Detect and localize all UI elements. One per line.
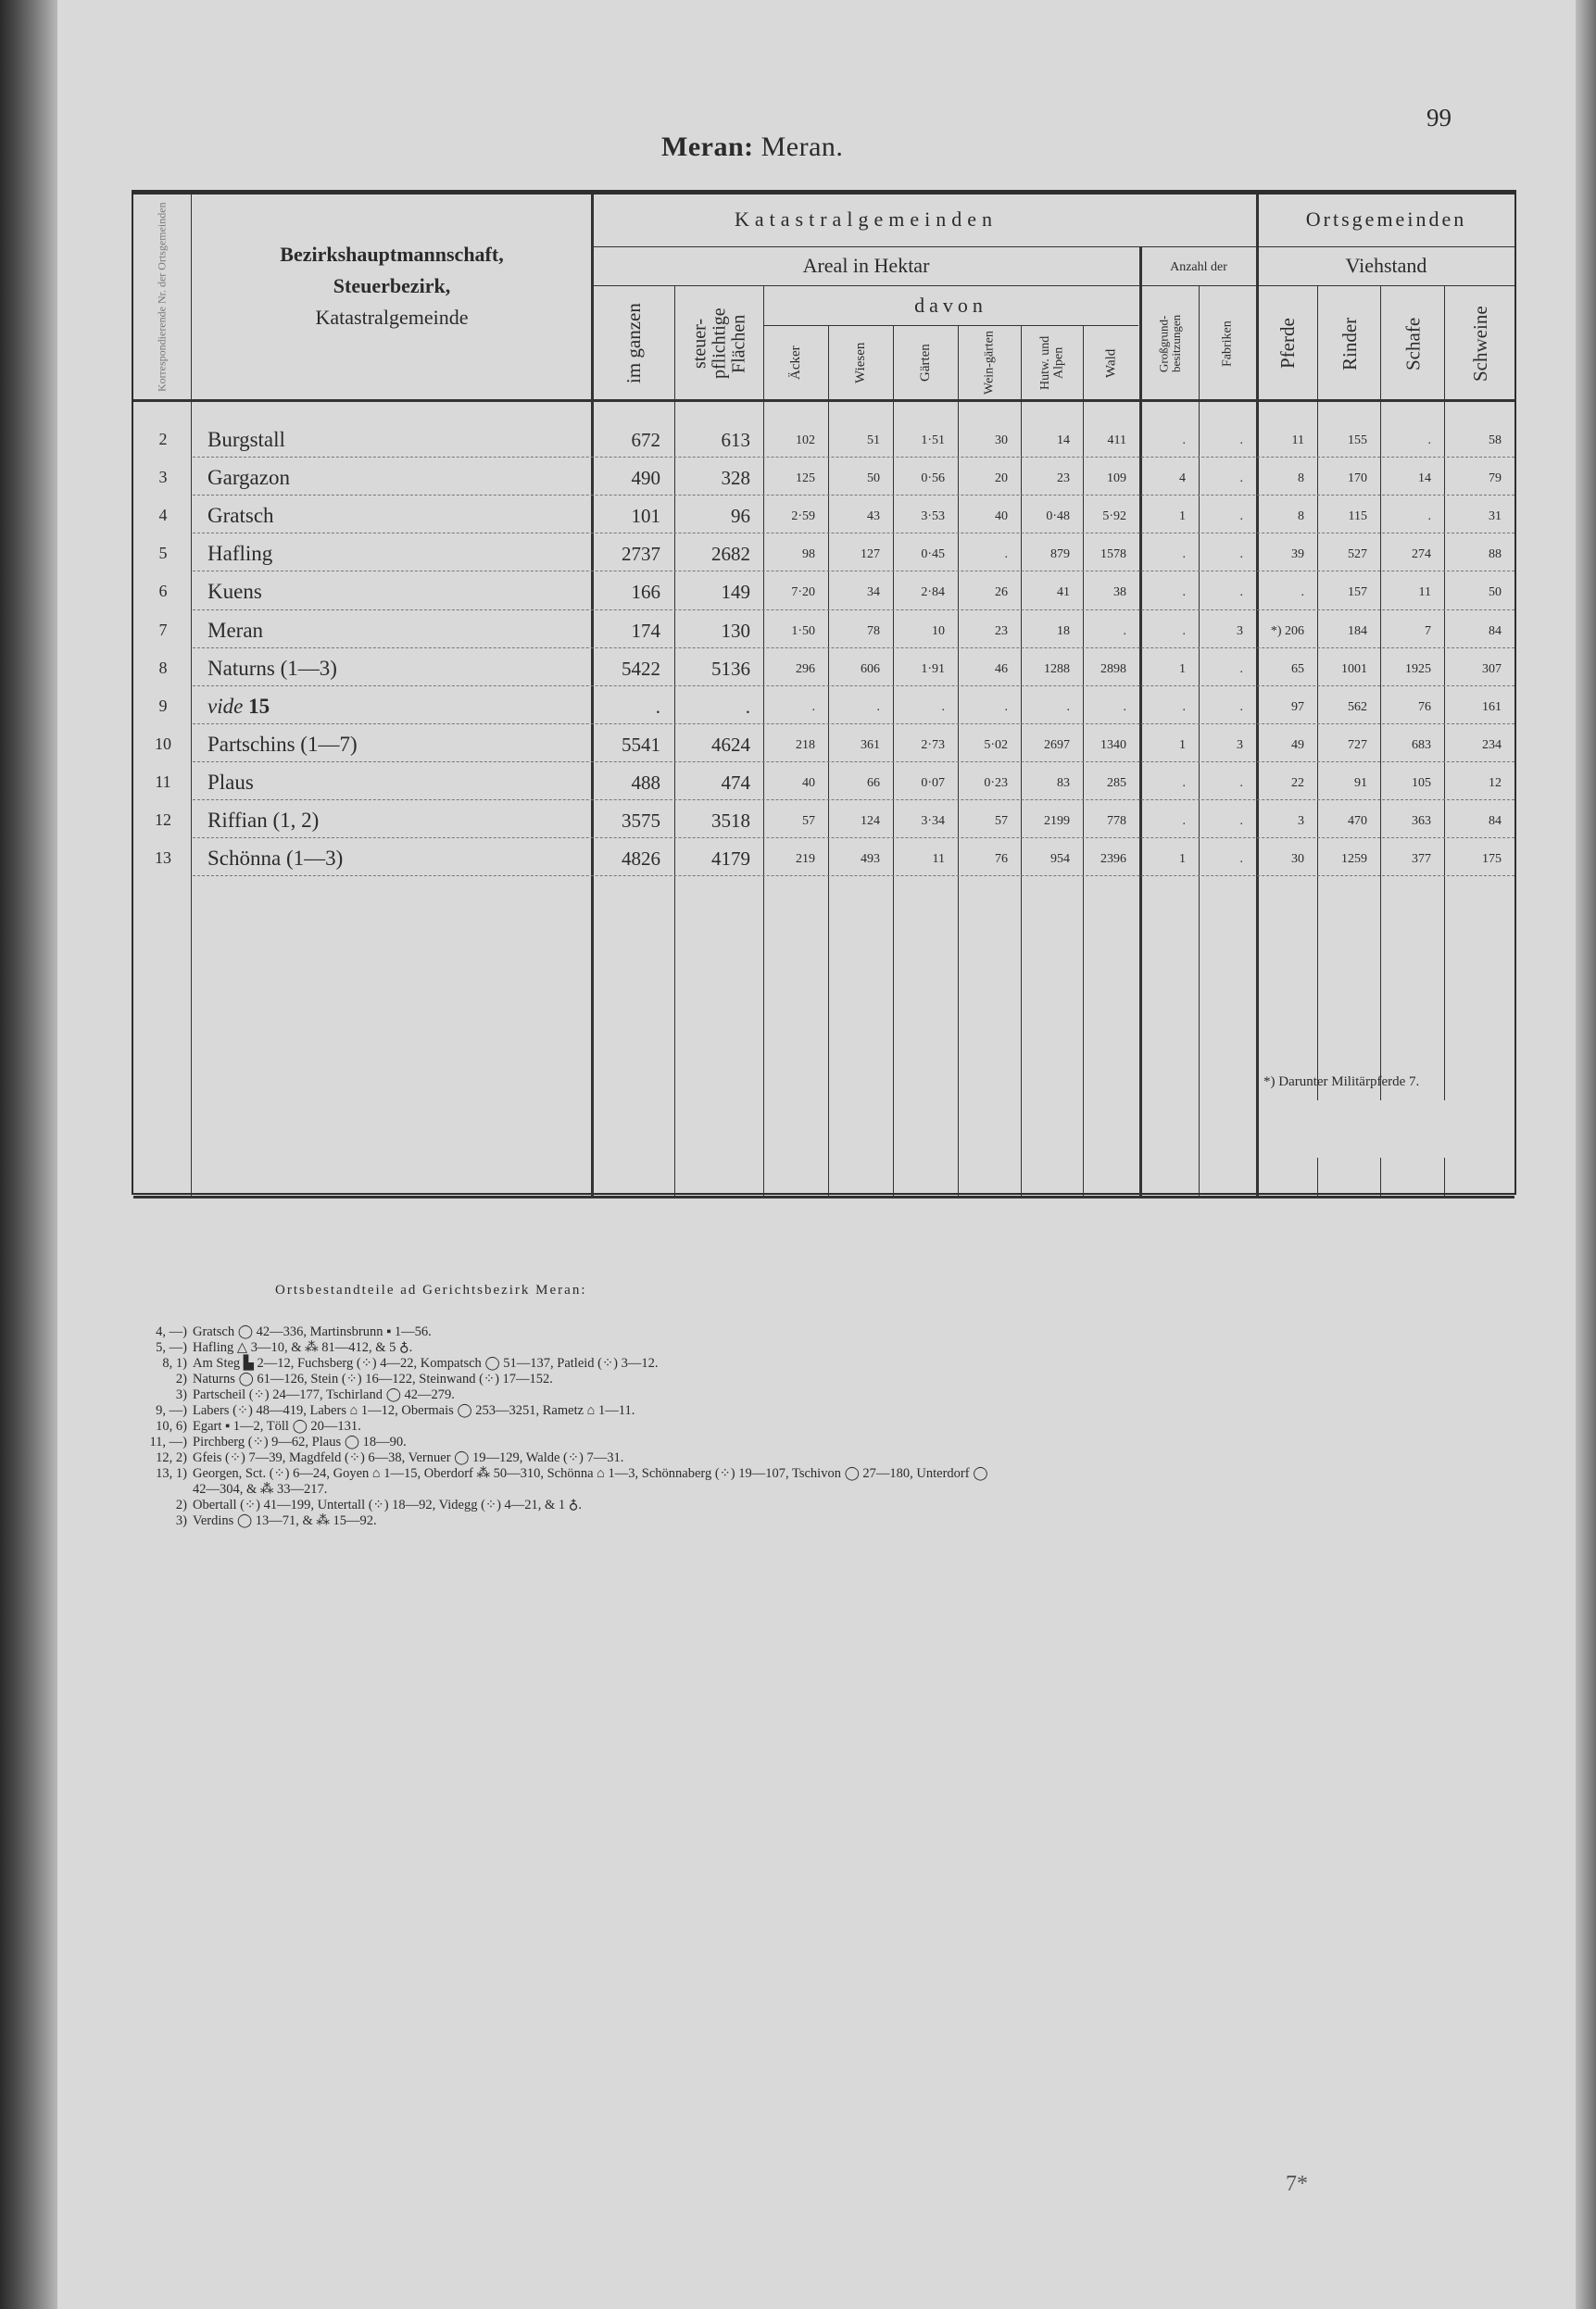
cell-gaerten: .	[941, 699, 945, 714]
header-im-ganzen: im ganzen	[622, 303, 645, 384]
appendix-line-text: Obertall (⁘) 41—199, Untertall (⁘) 18—92, Videgg (⁘) 4—21, & 1 ♁.	[193, 1498, 583, 1512]
cell-hutw: 2697	[1044, 737, 1070, 752]
cell-hutw: 41	[1057, 585, 1070, 600]
book-binding-left	[0, 0, 57, 2309]
cell-pferde: 3	[1298, 814, 1304, 828]
cell-rinder: 170	[1348, 471, 1367, 486]
cell-steuer: 130	[721, 619, 750, 642]
cell-pferde: .	[1301, 585, 1304, 600]
col-line	[1380, 285, 1381, 1100]
cell-rinder: 1001	[1341, 661, 1367, 676]
cell-pferde: 39	[1291, 547, 1304, 562]
cell-wiesen: 50	[867, 471, 880, 486]
cell-steuer: 613	[721, 429, 750, 451]
cell-wein: 40	[995, 509, 1008, 524]
cell-schafe: 11	[1418, 585, 1431, 600]
row-number: 7	[158, 620, 168, 639]
cell-schafe: 1925	[1405, 661, 1431, 676]
header-katastral: Katastralgemeinden	[735, 207, 998, 231]
cell-gaerten: 0·07	[921, 775, 945, 790]
appendix-line	[145, 1466, 1498, 1482]
row-name-ref: 15	[248, 694, 270, 718]
cell-schafe: 377	[1412, 852, 1431, 867]
header-korr: Korrespondierende Nr. der Ortsgemeinden	[155, 202, 169, 393]
row-separator	[193, 609, 1514, 610]
col-line	[1380, 1158, 1381, 1196]
cell-steuer: .	[745, 695, 750, 718]
cell-acker: 57	[802, 814, 815, 828]
appendix-line-text: Georgen, Sct. (⁘) 6—24, Goyen ⌂ 1—15, Oberdorf ⁂ 50—310, Schönna ⌂ 1—3, Schönnaberg (⁘) 19—107, Tschivon ◯ 27—180, Unterdorf ◯	[193, 1466, 988, 1481]
cell-steuer: 96	[731, 505, 750, 528]
header-bezirk-2: Steuerbezirk,	[333, 274, 451, 297]
cell-gaerten: 3·34	[921, 814, 945, 828]
appendix-line	[145, 1435, 1498, 1450]
cell-schweine: 79	[1489, 471, 1502, 486]
row-number: 10	[155, 734, 171, 753]
cell-wald: 1340	[1100, 737, 1126, 752]
cell-rinder: 527	[1348, 547, 1367, 562]
cell-hutw: .	[1066, 699, 1070, 714]
cell-schweine: 307	[1482, 661, 1502, 676]
cell-wald: .	[1123, 623, 1126, 638]
row-name	[207, 695, 270, 719]
cell-hutw: 1288	[1044, 661, 1070, 676]
cell-gross: 1	[1179, 737, 1186, 752]
cell-schafe: 7	[1425, 623, 1431, 638]
book-binding-right	[1576, 0, 1596, 2309]
header-schweine: Schweine	[1468, 306, 1491, 382]
row-separator	[193, 723, 1514, 724]
cell-wald: .	[1123, 699, 1126, 714]
cell-ganzen: 101	[631, 505, 660, 528]
cell-wein: 0·23	[984, 775, 1008, 790]
cell-acker: 219	[796, 852, 815, 867]
col-line	[1317, 1158, 1318, 1196]
cell-ganzen: 174	[631, 619, 660, 642]
appendix-title: Ortsbestandteile ad Gerichtsbezirk Meran:	[275, 1283, 587, 1298]
cell-rinder: 562	[1348, 699, 1367, 714]
cell-schafe: 14	[1418, 471, 1431, 486]
header-viehstand: Viehstand	[1345, 254, 1427, 277]
cell-steuer: 4179	[711, 847, 750, 871]
cell-gross: .	[1182, 585, 1186, 600]
cell-wein: 26	[995, 585, 1008, 600]
cell-rinder: 155	[1348, 433, 1367, 447]
cell-rinder: 184	[1348, 623, 1367, 638]
cell-gross: .	[1182, 433, 1186, 447]
cell-gross: .	[1182, 699, 1186, 714]
cell-wiesen: 361	[861, 737, 880, 752]
cell-pferde: 97	[1291, 699, 1304, 714]
cell-wiesen: 66	[867, 775, 880, 790]
appendix-line-text: Egart ▪ 1—2, Töll ◯ 20—131.	[193, 1419, 361, 1434]
header-line	[593, 246, 1514, 247]
cell-wald: 1578	[1100, 547, 1126, 562]
cell-schweine: 84	[1489, 623, 1502, 638]
cell-gross: .	[1182, 775, 1186, 790]
cell-gross: 1	[1179, 509, 1186, 524]
appendix-line-number: 8, 1)	[162, 1356, 187, 1371]
cell-pferde: 8	[1298, 471, 1304, 486]
cell-wiesen: 493	[861, 852, 880, 867]
cell-wiesen: 51	[867, 433, 880, 447]
cell-fabr: 3	[1237, 623, 1243, 638]
appendix-line-text: Hafling △ 3—10, & ⁂ 81—412, & 5 ♁.	[193, 1340, 413, 1355]
cell-acker: 125	[796, 471, 815, 486]
cell-ganzen: 5541	[622, 733, 660, 756]
cell-fabr: .	[1239, 661, 1243, 676]
cell-fabr: .	[1239, 433, 1243, 447]
cell-ganzen: .	[655, 695, 660, 718]
row-number: 9	[158, 696, 168, 715]
cell-gaerten: 10	[932, 623, 945, 638]
cell-ganzen: 672	[631, 429, 660, 451]
cell-rinder: 115	[1348, 509, 1367, 524]
cell-pferde: 22	[1291, 775, 1304, 790]
cell-ganzen: 4826	[622, 847, 660, 871]
row-number: 3	[158, 468, 168, 487]
cell-schweine: 84	[1489, 814, 1502, 828]
row-number: 4	[158, 506, 168, 525]
cell-gaerten: 0·45	[921, 547, 945, 562]
cell-pferde: 8	[1298, 509, 1304, 524]
cell-wald: 38	[1113, 585, 1126, 600]
cell-hutw: 0·48	[1046, 509, 1070, 524]
cell-rinder: 727	[1348, 737, 1367, 752]
appendix-line-text: Labers (⁘) 48—419, Labers ⌂ 1—12, Obermais ◯ 253—3251, Rametz ⌂ 1—11.	[193, 1403, 635, 1418]
row-name: Hafling	[207, 542, 273, 566]
cell-fabr: .	[1239, 471, 1243, 486]
row-separator	[193, 837, 1514, 838]
cell-wald: 778	[1107, 814, 1126, 828]
cell-schafe: .	[1427, 433, 1431, 447]
row-name-vide: vide	[207, 694, 249, 718]
cell-steuer: 5136	[711, 657, 750, 680]
cell-pferde: 49	[1291, 737, 1304, 752]
cell-rinder: 470	[1348, 814, 1367, 828]
cell-steuer: 4624	[711, 733, 750, 756]
cell-fabr: .	[1239, 547, 1243, 562]
cell-wiesen: 124	[861, 814, 880, 828]
cell-schafe: 274	[1412, 547, 1431, 562]
cell-wiesen: 606	[861, 661, 880, 676]
cell-rinder: 91	[1354, 775, 1367, 790]
appendix-line-text: 42—304, & ⁂ 33—217.	[193, 1482, 328, 1497]
cell-hutw: 879	[1050, 547, 1070, 562]
cell-schweine: 175	[1482, 852, 1502, 867]
cell-ganzen: 3575	[622, 809, 660, 832]
row-name: Partschins (1—7)	[207, 732, 358, 756]
header-weingaerten: Wein-gärten	[982, 331, 997, 395]
row-separator	[193, 495, 1514, 496]
cell-gaerten: 3·53	[921, 509, 945, 524]
page-title-bold: Meran:	[661, 132, 754, 162]
cell-gross: 1	[1179, 852, 1186, 867]
cell-schweine: 88	[1489, 547, 1502, 562]
appendix-line-number: 3)	[175, 1513, 187, 1528]
cell-wald: 411	[1107, 433, 1126, 447]
cell-gross: .	[1182, 547, 1186, 562]
cell-gaerten: 2·84	[921, 585, 945, 600]
cell-acker: 40	[802, 775, 815, 790]
cell-hutw: 14	[1057, 433, 1070, 447]
cell-hutw: 23	[1057, 471, 1070, 486]
row-name: Gargazon	[207, 466, 290, 490]
cell-ganzen: 5422	[622, 657, 660, 680]
appendix-line	[145, 1419, 1498, 1435]
cell-ganzen: 488	[631, 771, 660, 794]
header-bottom-line	[133, 399, 1514, 402]
row-number: 2	[158, 430, 168, 448]
appendix-line-text: Partscheil (⁘) 24—177, Tschirland ◯ 42—279.	[193, 1387, 455, 1402]
cell-wein: 20	[995, 471, 1008, 486]
row-name: Burgstall	[207, 428, 285, 451]
cell-gross: .	[1182, 814, 1186, 828]
appendix-line	[145, 1513, 1498, 1529]
header-ortsgemeinden: Ortsgemeinden	[1305, 207, 1467, 231]
header-rinder: Rinder	[1338, 317, 1361, 370]
header-anzahl: Anzahl der	[1170, 260, 1227, 274]
cell-gaerten: 1·51	[921, 433, 945, 447]
cell-hutw: 18	[1057, 623, 1070, 638]
header-line	[593, 285, 1514, 286]
cell-wein: 23	[995, 623, 1008, 638]
cell-pferde: 65	[1291, 661, 1304, 676]
appendix-line	[145, 1482, 1498, 1498]
appendix-line-text: Verdins ◯ 13—71, & ⁂ 15—92.	[193, 1513, 377, 1528]
appendix-line-number: 13, 1)	[156, 1466, 187, 1481]
page-title-regular: Meran.	[760, 132, 844, 162]
appendix-list	[145, 1324, 1498, 1529]
row-number: 13	[155, 848, 171, 868]
cell-gross: .	[1182, 623, 1186, 638]
cell-fabr: .	[1239, 509, 1243, 524]
appendix-line-text: Gfeis (⁘) 7—39, Magdfeld (⁘) 6—38, Vernuer ◯ 19—129, Walde (⁘) 7—31.	[193, 1450, 624, 1465]
appendix-line-number: 10, 6)	[156, 1419, 187, 1434]
cell-schweine: 58	[1489, 433, 1502, 447]
page-number: 99	[1426, 104, 1451, 132]
cell-fabr: .	[1239, 775, 1243, 790]
cell-schweine: 12	[1489, 775, 1502, 790]
cell-steuer: 3518	[711, 809, 750, 832]
cell-steuer: 474	[721, 771, 750, 794]
cell-steuer: 328	[721, 467, 750, 490]
cell-ganzen: 490	[631, 467, 660, 490]
header-davon: davon	[914, 294, 987, 317]
cell-wiesen: 78	[867, 623, 880, 638]
row-separator	[193, 647, 1514, 648]
appendix-line-text: Pirchberg (⁘) 9—62, Plaus ◯ 18—90.	[193, 1435, 407, 1449]
appendix-line	[145, 1387, 1498, 1403]
cell-schweine: 50	[1489, 585, 1502, 600]
header-grossgrund: Großgrund-besitzungen	[1156, 314, 1183, 373]
cell-fabr: 3	[1237, 737, 1243, 752]
appendix-line-text: Gratsch ◯ 42—336, Martinsbrunn ▪ 1—56.	[193, 1324, 432, 1339]
header-fabriken: Fabriken	[1220, 320, 1235, 367]
row-name: Naturns (1—3)	[207, 656, 337, 680]
cell-schafe: 683	[1412, 737, 1431, 752]
cell-acker: 296	[796, 661, 815, 676]
cell-wald: 2898	[1100, 661, 1126, 676]
cell-rinder: 157	[1348, 585, 1367, 600]
header-pferde: Pferde	[1276, 318, 1299, 370]
cell-wald: 109	[1107, 471, 1126, 486]
row-separator	[193, 685, 1514, 686]
header-bezirk-3: Katastralgemeinde	[315, 306, 469, 329]
header-steuerpflichtige: steuer-pflichtige Flächen	[689, 307, 749, 380]
cell-acker: 7·20	[791, 585, 815, 600]
cell-gaerten: 2·73	[921, 737, 945, 752]
cell-schafe: 363	[1412, 814, 1431, 828]
row-name: Plaus	[207, 770, 254, 794]
header-areal: Areal in Hektar	[802, 254, 930, 277]
cell-hutw: 2199	[1044, 814, 1070, 828]
row-name: Riffian (1, 2)	[207, 809, 320, 832]
appendix-line-number: 2)	[175, 1372, 187, 1387]
cell-steuer: 2682	[711, 543, 750, 566]
appendix-line	[145, 1403, 1498, 1419]
cell-gross: 4	[1179, 471, 1186, 486]
row-name: Gratsch	[207, 504, 274, 528]
row-separator	[193, 761, 1514, 762]
cell-wald: 5·92	[1102, 509, 1126, 524]
appendix-line-number: 11, —)	[149, 1435, 187, 1449]
header-hutweiden: Hutw. und Alpen	[1037, 335, 1066, 391]
appendix-line-number: 4, —)	[156, 1324, 187, 1339]
page-title	[661, 132, 843, 163]
row-name: Kuens	[207, 580, 262, 604]
document-page	[57, 0, 1576, 2309]
cell-pferde: 30	[1291, 852, 1304, 867]
cell-schafe: .	[1427, 509, 1431, 524]
header-bezirk-1: Bezirkshauptmannschaft,	[280, 243, 504, 266]
cell-acker: 102	[796, 433, 815, 447]
cell-schweine: 234	[1482, 737, 1502, 752]
cell-acker: 98	[802, 547, 815, 562]
header-acker: Äcker	[788, 345, 804, 381]
col-line	[1444, 285, 1445, 1100]
cell-wein: .	[1004, 699, 1008, 714]
cell-rinder: 1259	[1341, 852, 1367, 867]
row-separator	[193, 875, 1514, 876]
header-schafe: Schafe	[1401, 317, 1425, 370]
footnote: *) Darunter Militärpferde 7.	[1263, 1074, 1420, 1089]
cell-wiesen: 127	[861, 547, 880, 562]
cell-fabr: .	[1239, 814, 1243, 828]
cell-wiesen: 34	[867, 585, 880, 600]
col-line	[191, 195, 192, 1196]
cell-gaerten: 11	[932, 852, 945, 867]
cell-fabr: .	[1239, 852, 1243, 867]
row-name: Meran	[207, 618, 264, 642]
cell-wald: 2396	[1100, 852, 1126, 867]
cell-schweine: 31	[1489, 509, 1502, 524]
appendix-line	[145, 1450, 1498, 1466]
cell-schweine: 161	[1482, 699, 1502, 714]
appendix-line-text: Am Steg ▙ 2—12, Fuchsberg (⁘) 4—22, Kompatsch ◯ 51—137, Patleid (⁘) 3—12.	[193, 1356, 659, 1371]
cell-wein: 30	[995, 433, 1008, 447]
cell-steuer: 149	[721, 581, 750, 604]
cell-wiesen: 43	[867, 509, 880, 524]
cell-ganzen: 166	[631, 581, 660, 604]
cell-fabr: .	[1239, 585, 1243, 600]
cell-acker: .	[811, 699, 815, 714]
appendix-line-number: 12, 2)	[156, 1450, 187, 1465]
cell-hutw: 83	[1057, 775, 1070, 790]
col-line	[1444, 1158, 1445, 1196]
appendix-line-text: Naturns ◯ 61—126, Stein (⁘) 16—122, Steinwand (⁘) 17—152.	[193, 1372, 553, 1387]
appendix-line	[145, 1498, 1498, 1513]
appendix-line	[145, 1356, 1498, 1372]
cell-pferde: *) 206	[1270, 623, 1304, 638]
header-gaerten: Gärten	[918, 344, 934, 383]
cell-wein: 5·02	[984, 737, 1008, 752]
row-number: 5	[158, 544, 168, 563]
appendix-line-number: 2)	[175, 1498, 187, 1512]
cell-fabr: .	[1239, 699, 1243, 714]
row-number: 6	[158, 582, 168, 601]
cell-schafe: 76	[1418, 699, 1431, 714]
cell-acker: 218	[796, 737, 815, 752]
row-separator	[193, 457, 1514, 458]
statistics-table	[132, 190, 1516, 1195]
cell-wiesen: .	[876, 699, 880, 714]
cell-wein: 46	[995, 661, 1008, 676]
appendix-line-number: 5, —)	[156, 1340, 187, 1355]
cell-schafe: 105	[1412, 775, 1431, 790]
appendix-line-number: 9, —)	[156, 1403, 187, 1418]
cell-acker: 2·59	[791, 509, 815, 524]
row-number: 11	[155, 772, 171, 791]
row-number: 12	[155, 810, 171, 829]
cell-hutw: 954	[1050, 852, 1070, 867]
appendix-line-number: 3)	[175, 1387, 187, 1402]
header-wald: Wald	[1103, 348, 1119, 378]
cell-wein: 57	[995, 814, 1008, 828]
cell-acker: 1·50	[791, 623, 815, 638]
sheet-signature: 7*	[1286, 2172, 1308, 2196]
appendix-line	[145, 1372, 1498, 1387]
row-separator	[193, 799, 1514, 800]
cell-gross: 1	[1179, 661, 1186, 676]
table-bottom-line	[133, 1196, 1514, 1198]
cell-gaerten: 0·56	[921, 471, 945, 486]
row-name: Schönna (1—3)	[207, 847, 344, 871]
cell-gaerten: 1·91	[921, 661, 945, 676]
appendix-line	[145, 1340, 1498, 1356]
cell-wein: .	[1004, 547, 1008, 562]
cell-wein: 76	[995, 852, 1008, 867]
cell-pferde: 11	[1291, 433, 1304, 447]
header-wiesen: Wiesen	[853, 342, 869, 384]
row-number: 8	[158, 658, 168, 677]
col-line	[1317, 285, 1318, 1100]
appendix-line	[145, 1324, 1498, 1340]
cell-ganzen: 2737	[622, 543, 660, 566]
cell-wald: 285	[1107, 775, 1126, 790]
